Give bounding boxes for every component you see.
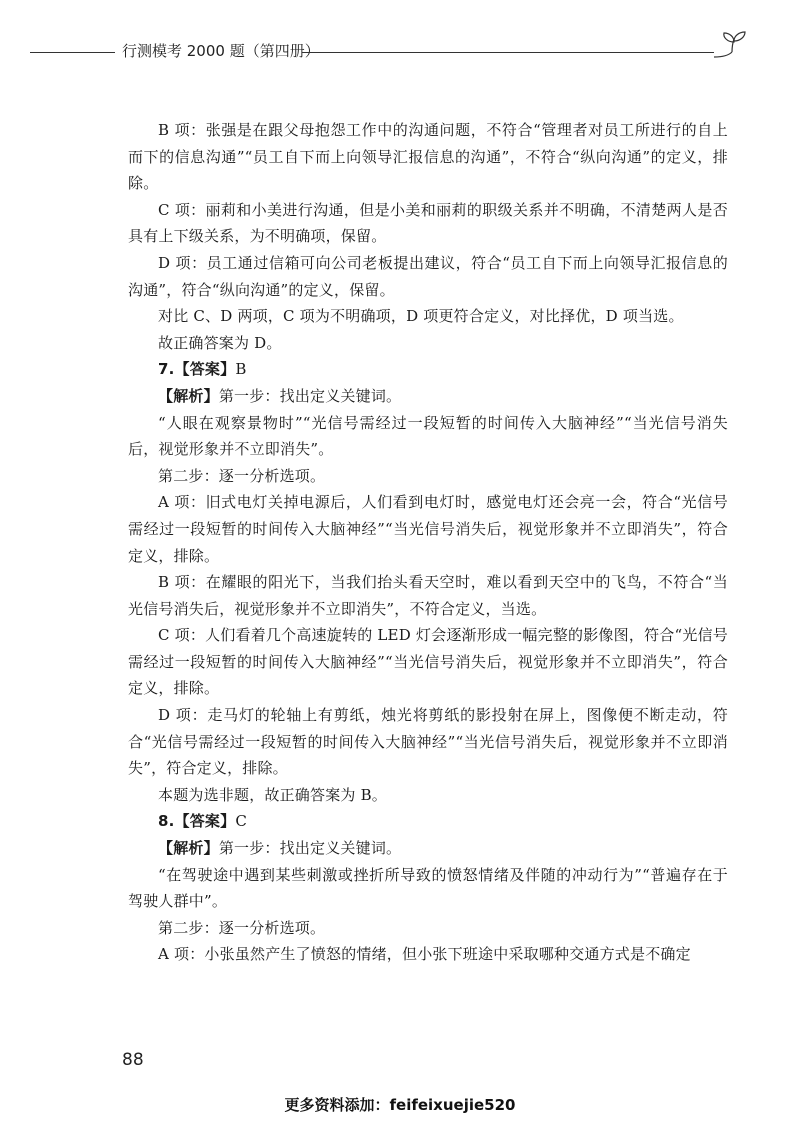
body-paragraph (128, 383, 728, 410)
header-rule-left (30, 52, 115, 53)
paragraph-text: 第一步：找出定义关键词。 (218, 839, 402, 858)
header-rule-right (302, 52, 714, 53)
body-paragraph (128, 862, 728, 915)
answer-label: 【解析】 (158, 839, 219, 858)
paragraph-text: D 项：员工通过信箱可向公司老板提出建议，符合“员工自下而上向领导汇报信息的沟通”，符合“纵向沟通”的定义，保留。 (128, 253, 728, 299)
paragraph-text: C 项：丽莉和小美进行沟通，但是小美和丽莉的职级关系并不明确，不清楚两人是否具有上下级关系，为不明确项，保留。 (128, 200, 728, 246)
paragraph-text: 第一步：找出定义关键词。 (218, 386, 402, 405)
body-paragraph (128, 303, 728, 330)
body-paragraph (128, 702, 728, 782)
body-paragraph (128, 410, 728, 463)
body-paragraph (128, 489, 728, 569)
body-paragraph (128, 463, 728, 490)
body-paragraph (128, 117, 728, 197)
paragraph-text: B (235, 360, 247, 379)
paragraph-text: 故正确答案为 D。 (158, 333, 282, 352)
body-paragraph (128, 569, 728, 622)
header-title: 行测模考 2000 题（第四册） (122, 42, 320, 60)
body-paragraph (128, 941, 728, 968)
paragraph-text: C 项：人们看着几个高速旋转的 LED 灯会逐渐形成一幅完整的影像图，符合“光信号需经过一段短暂的时间传入大脑神经”“当光信号消失后，视觉形象并不立即消失”，符合定义，排除。 (128, 626, 728, 698)
body-paragraph (128, 356, 728, 383)
paragraph-text: A 项：小张虽然产生了愤怒的情绪，但小张下班途中采取哪种交通方式是不确定 (158, 945, 691, 964)
paragraph-text: 第二步：逐一分析选项。 (158, 918, 326, 937)
body-paragraph (128, 330, 728, 357)
body-paragraph (128, 915, 728, 942)
running-header (30, 38, 760, 62)
page-body (128, 117, 728, 968)
answer-label: 8.【答案】 (158, 812, 236, 831)
paragraph-text: A 项：旧式电灯关掉电源后，人们看到电灯时，感觉电灯还会亮一会，符合“光信号需经过一段短暂的时间传入大脑神经”“当光信号消失后，视觉形象并不立即消失”，符合定义，排除。 (128, 493, 728, 565)
body-paragraph (128, 622, 728, 702)
body-paragraph (128, 250, 728, 303)
paragraph-text: “人眼在观察景物时”“光信号需经过一段短暂的时间传入大脑神经”“当光信号消失后，视觉形象并不立即消失”。 (128, 413, 728, 459)
paragraph-text: C (235, 812, 248, 831)
footer-note: 更多资料添加：feifeixuejie520 (284, 1096, 516, 1114)
paragraph-text: 对比 C、D 两项，C 项为不明确项，D 项更符合定义，对比择优，D 项当选。 (158, 307, 684, 326)
paragraph-text: B 项：在耀眼的阳光下，当我们抬头看天空时，难以看到天空中的飞鸟，不符合“当光信号消失后，视觉形象并不立即消失”，不符合定义，当选。 (128, 573, 728, 618)
body-paragraph (128, 782, 728, 809)
paragraph-text: D 项：走马灯的轮轴上有剪纸，烛光将剪纸的影投射在屏上，图像便不断走动，符合“光信号需经过一段短暂的时间传入大脑神经”“当光信号消失后，视觉形象并不立即消失”，符合定义，排除。 (128, 706, 728, 778)
answer-label: 【解析】 (158, 386, 219, 405)
sprout-icon (712, 30, 752, 62)
body-paragraph (128, 197, 728, 250)
page-number: 88 (122, 1050, 144, 1070)
paragraph-text: B 项：张强是在跟父母抱怨工作中的沟通问题，不符合“管理者对员工所进行的自上而下的信息沟通”“员工自下而上向领导汇报信息的沟通”，不符合“纵向沟通”的定义，排除。 (128, 121, 728, 193)
paragraph-text: 第二步：逐一分析选项。 (158, 466, 326, 485)
paragraph-text: 本题为选非题，故正确答案为 B。 (158, 785, 387, 804)
body-paragraph (128, 835, 728, 862)
answer-label: 7.【答案】 (158, 360, 236, 379)
paragraph-text: “在驾驶途中遇到某些刺激或挫折所导致的愤怒情绪及伴随的冲动行为”“普遍存在于驾驶人群中”。 (128, 865, 728, 911)
body-paragraph (128, 808, 728, 835)
